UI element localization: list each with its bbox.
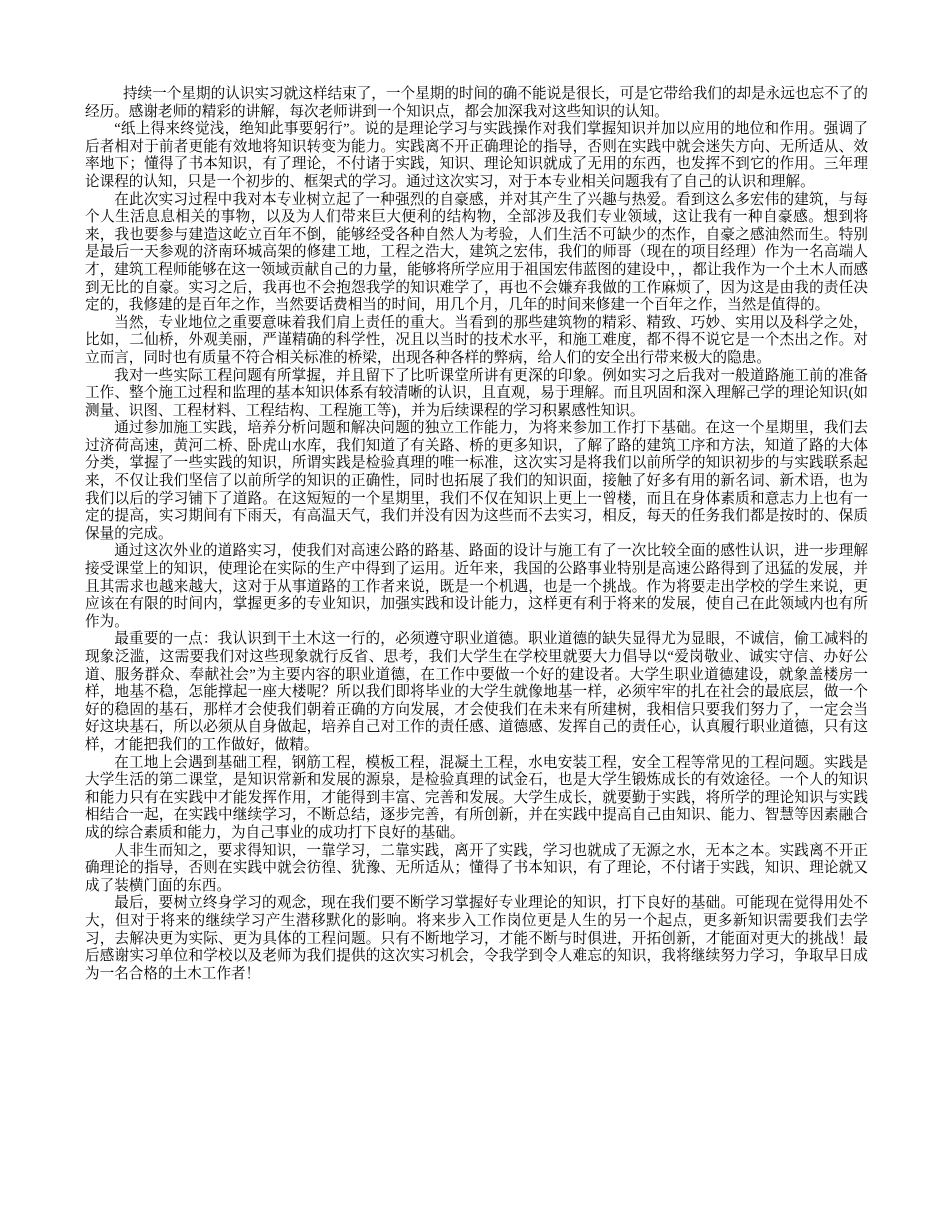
paragraph-responsibility: 当然，专业地位之重要意味着我们肩上责任的重大。当看到的那些建筑物的精彩、精致、巧妙、实用以及科学之处，比如，二仙桥，外观美丽，严谨精确的科学性，况且以当时的技术水平，和施工难度，都不得不说它是一个杰出之作。对立而言，同时也有质量不符合相关标准的桥梁，出现各种各样的弊病，给人们的安全出行带来极大的隐患。: [85, 314, 868, 366]
paragraph-intro: 持续一个星期的认识实习就这样结束了，一个星期的时间的确不能说是很长，可是它带给我们的却是永远也忘不了的经历。感谢老师的精彩的讲解，每次老师讲到一个知识点，都会加深我对这些知识的认知。: [85, 86, 868, 120]
document-body: [85, 86, 868, 983]
paragraph-pride: 在此次实习过程中我对本专业树立起了一种强烈的自豪感，并对其产生了兴趣与热爱。看到这么多宏伟的建筑，与每个人生活息息相关的事物，以及为人们带来巨大便利的结构物，全部涉及我们专业领域，这让我有一种自豪感。想到将来，我也要参与建造这屹立百年不倒，能够经受各种自然人为考验，人们生活不可缺少的杰作，自豪之感油然而生。特别是最后一天参观的济南环城高架的修建工地，工程之浩大，建筑之宏伟，我们的师哥（现在的项目经理）作为一名高端人才，建筑工程师能够在这一领域贡献自己的力量，能够将所学应用于祖国宏伟蓝图的建设中，，都让我作为一个土木人而感到无比的自豪。实习之后，我再也不会抱怨我学的知识难学了，再也不会嫌弃我做的工作麻烦了，因为这是由我的责任决定的，我修建的是百年之作，当然要话费相当的时间，用几个月，几年的时间来修建一个百年之作，当然是值得的。: [85, 191, 868, 314]
paragraph-construction-practice: 通过参加施工实践，培养分析问题和解决问题的独立工作能力，为将来参加工作打下基础。在这一个星期里，我们去过济荷高速，黄河二桥、卧虎山水库，我们知道了有关路、桥的更多知识，了解了路的建筑工序和方法，知道了路的大体分类，掌握了一些实践的知识，所谓实践是检验真理的唯一标准，这次实习是将我们以前所学的知识初步的与实践联系起来，不仅让我们坚信了以前所学的知识的正确性，同时也拓展了我们的知识面，接触了好多有用的新名词、新术语，也为我们以后的学习铺下了道路。在这短短的一个星期里，我们不仅在知识上更上一曾楼，而且在身体素质和意志力上也有一定的提高，实习期间有下雨天，有高温天气，我们并没有因为这些而不去实习，相反，每天的任务我们都是按时的、保质保量的完成。: [85, 420, 868, 542]
paragraph-conclusion: 最后，要树立终身学习的观念，现在我们要不断学习掌握好专业理论的知识，打下良好的基础。可能现在觉得用处不大，但对于将来的继续学习产生潜移默化的影响。将来步入工作岗位更是人生的另一个起点，更多新知识需要我们去学习，去解决更为实际、更为具体的工程问题。只有不断地学习，才能不断与时俱进，开拓创新，才能面对更大的挑战！最后感谢实习单位和学校以及老师为我们提供的这次实习机会，令我学到令人难忘的知识，我将继续努力学习，争取早日成为一名合格的土木工作者！: [85, 895, 868, 982]
paragraph-site-problems: 在工地上会遇到基础工程，钢筋工程，模板工程，混凝土工程，水电安装工程，安全工程等常见的工程问题。实践是大学生活的第二课堂，是知识常新和发展的源泉，是检验真理的试金石，也是大学生锻炼成长的有效途径。一个人的知识和能力只有在实践中才能发挥作用，才能得到丰富、完善和发展。大学生成长，就要勤于实践，将所学的理论知识与实践相结合一起，在实践中继续学习，不断总结，逐步完善，有所创新，并在实践中提高自己由知识、能力、智慧等因素融合成的综合素质和能力，为自己事业的成功打下良好的基础。: [85, 754, 868, 841]
paragraph-engineering-knowledge: 我对一些实际工程问题有所掌握，并且留下了比听课堂所讲有更深的印象。例如实习之后我对一般道路施工前的准备工作、整个施工过程和监理的基本知识体系有较清晰的认识，且直观，易于理解。而且巩固和深入理解己学的理论知识(如测量、识图、工程材料、工程结构、工程施工等)，并为后续课程的学习积累感性知识。: [85, 367, 868, 419]
paragraph-learning-practice: 人非生而知之，要求得知识，一靠学习，二靠实践，离开了实践，学习也就成了无源之水，无本之本。实践离不开正确理论的指导，否则在实践中就会彷徨、犹豫、无所适从；懂得了书本知识，有了理论，不付诸于实践，知识、理论就又成了装横门面的东西。: [85, 842, 868, 894]
paragraph-theory-practice: “纸上得来终觉浅，绝知此事要躬行”。说的是理论学习与实践操作对我们掌握知识并加以应用的地位和作用。强调了后者相对于前者更能有效地将知识转变为能力。实践离不开正确理论的指导，否则在实践中就会迷失方向、无所适从、效率地下；懂得了书本知识，有了理论，不付诸于实践，知识、理论知识就成了无用的东西，也发挥不到它的作用。三年理论课程的认知，只是一个初步的、框架式的学习。通过这次实习，对于本专业相关问题我有了自己的认识和理解。: [85, 121, 868, 190]
paragraph-professional-ethics: 最重要的一点：我认识到干土木这一行的，必须遵守职业道德。职业道德的缺失显得尤为显眼，不诚信，偷工减料的现象泛滥，这需要我们对这些现象就行反省、思考，我们大学生在学校里就要大力倡导以“爱岗敬业、诚实守信、办好公道、服务群众、奉献社会”为主要内容的职业道德，在工作中要做一个好的建设者。大学生职业道德建设，就象盖楼房一样，地基不稳，怎能撑起一座大楼呢？所以我们即将毕业的大学生就像地基一样，必须牢牢的扎在社会的最底层，做一个好的稳固的基石，那样才会使我们朝着正确的方向发展，才会使我们在未来有所建树，我相信只要我们努力了，一定会当好这块基石，所以必须从自身做起，培养自己对工作的责任感、道德感、发挥自己的责任心，认真履行职业道德，只有这样，才能把我们的工作做好，做精。: [85, 631, 868, 753]
paragraph-road-practice: 通过这次外业的道路实习，使我们对高速公路的路基、路面的设计与施工有了一次比较全面的感性认识，进一步理解接受课堂上的知识，使理论在实际的生产中得到了运用。近年来，我国的公路事业特别是高速公路得到了迅猛的发展，并且其需求也越来越大，这对于从事道路的工作者来说，既是一个机遇，也是一个挑战。作为将要走出学校的学生来说，更应该在有限的时间内，掌握更多的专业知识，加强实践和设计能力，这样更有利于将来的发展，使自己在此领域内也有所作为。: [85, 543, 868, 630]
